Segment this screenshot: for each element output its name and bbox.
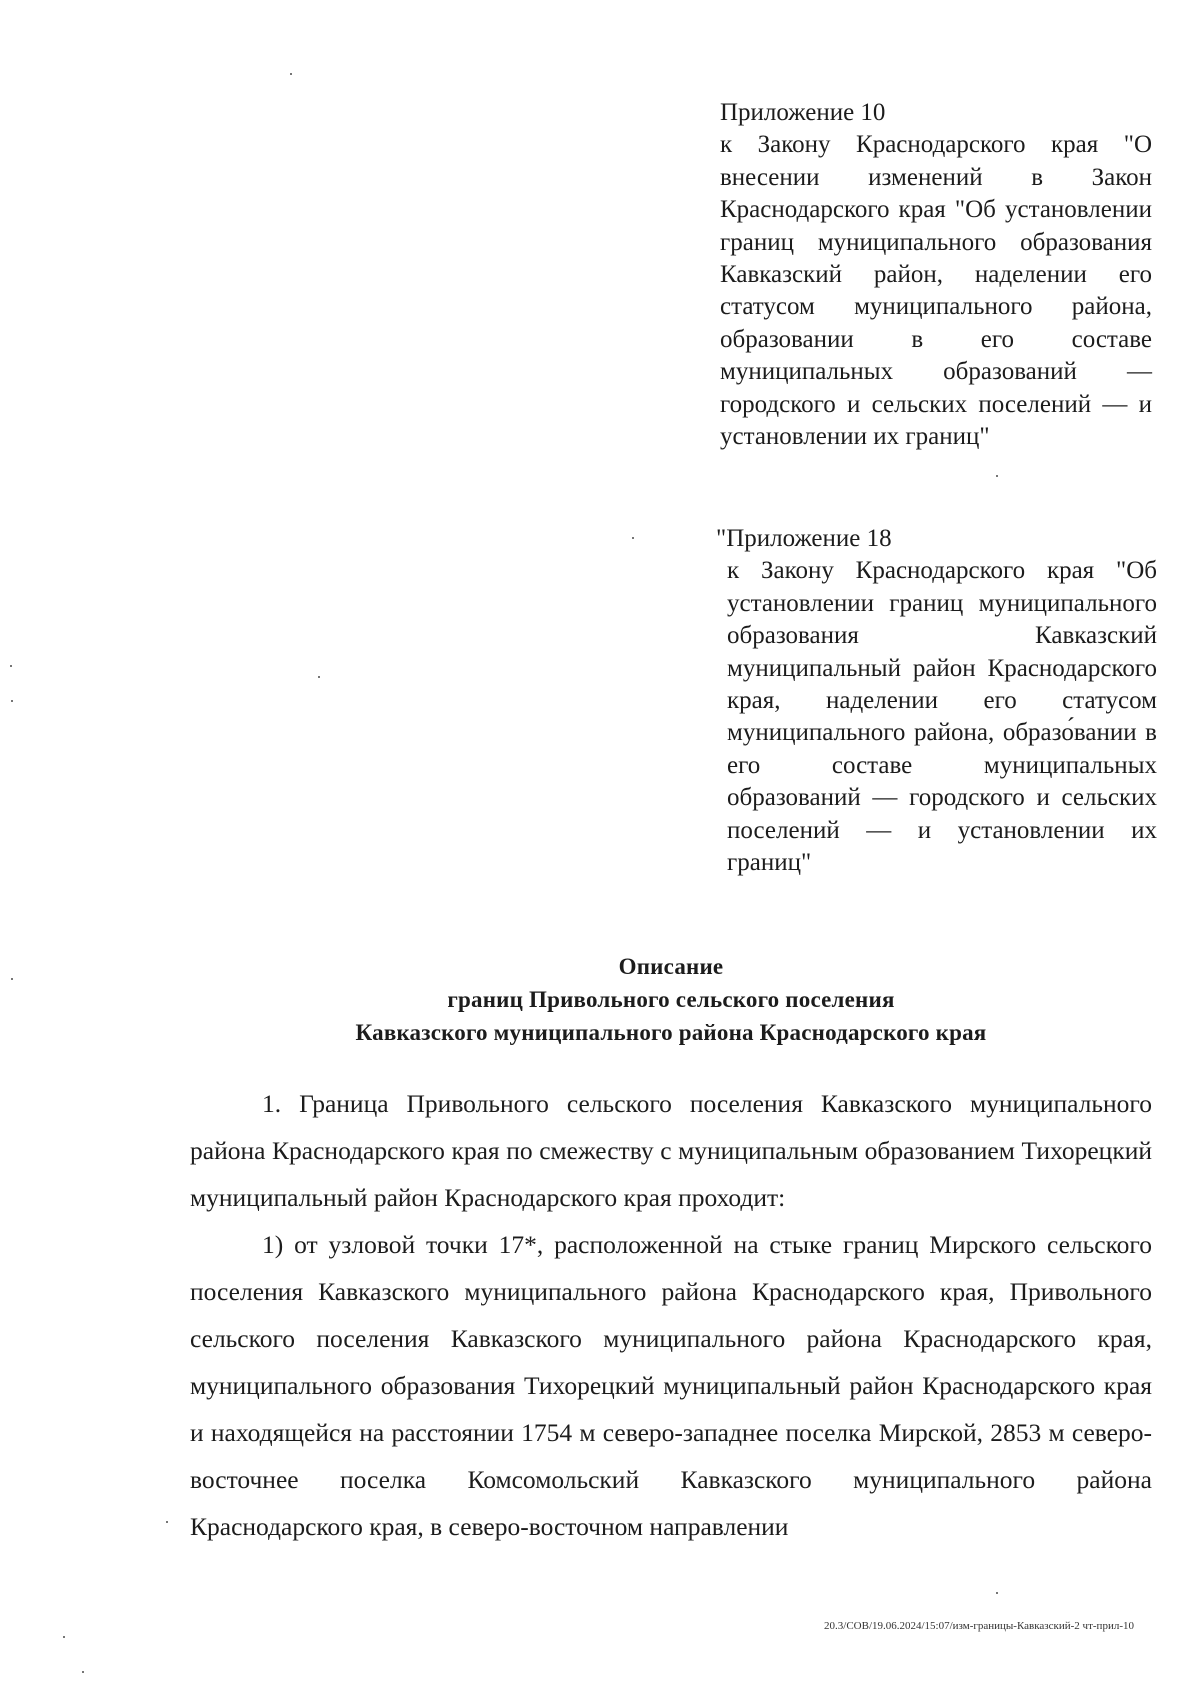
annex-10-title: Приложение 10	[720, 99, 886, 126]
scan-speck	[10, 665, 12, 667]
annex-18-title: "Приложение 18	[716, 525, 892, 552]
body-paragraph-2: 1) от узловой точки 17*, расположенной на стыке границ Мирского сельского поселения Кавказского муниципального района Краснодарского края, Привольного сельского поселения Кавказского муниципального района Краснодарского края, муниципального образования Тихорецкий муниципальный район Краснодарского края и находящейся на расстоянии 1754 м северо-западнее поселка Мирской, 2853 м северо-восточнее поселка Комсомольский Кавказского муниципального района Краснодарского края, в северо-восточном направлении	[190, 1230, 1152, 1541]
scan-speck	[63, 1636, 65, 1638]
scan-speck	[290, 73, 292, 75]
body-paragraph-1: 1. Граница Привольного сельского поселения Кавказского муниципального района Краснодарского края по смежеству с муниципальным образованием Тихорецкий муниципальный район Краснодарского края проходит:	[190, 1089, 1152, 1212]
heading-line-1: Описание	[618, 954, 724, 979]
footer-reference: 20.3/СОВ/19.06.2024/15:07/изм-границы-Кавказский-2 чт-прил-10	[824, 1620, 1134, 1632]
scan-speck	[318, 676, 320, 678]
scan-speck	[11, 700, 13, 702]
heading-line-3: Кавказского муниципального района Краснодарского края	[355, 1020, 987, 1045]
scan-speck	[632, 537, 634, 539]
document-heading	[190, 950, 1152, 1049]
heading-line-2: границ Привольного сельского поселения	[447, 987, 895, 1012]
document-body	[190, 1080, 1152, 1550]
scan-speck	[82, 1671, 84, 1673]
annex-10-text: к Закону Краснодарского края "О внесении изменений в Закон Краснодарского края "Об установлении границ муниципального образования Кавказский район, наделении его статусом муниципального района, образовании в его составе муниципальных образований — городского и сельских поселений — и установлении их границ"	[720, 131, 1152, 451]
scan-speck	[996, 475, 998, 477]
scan-speck	[11, 978, 13, 980]
scan-speck	[996, 1592, 998, 1594]
annex-18-block	[716, 523, 1157, 879]
scan-speck	[166, 1521, 168, 1523]
annex-18-text: к Закону Краснодарского края "Об установлении границ муниципального образования Кавказский муниципальный район Краснодарского края, наделении его статусом муниципального района, образо́вании в его составе муниципальных образований — городского и сельских поселений — и установлении их границ"	[727, 557, 1157, 877]
annex-10-block	[720, 97, 1152, 453]
